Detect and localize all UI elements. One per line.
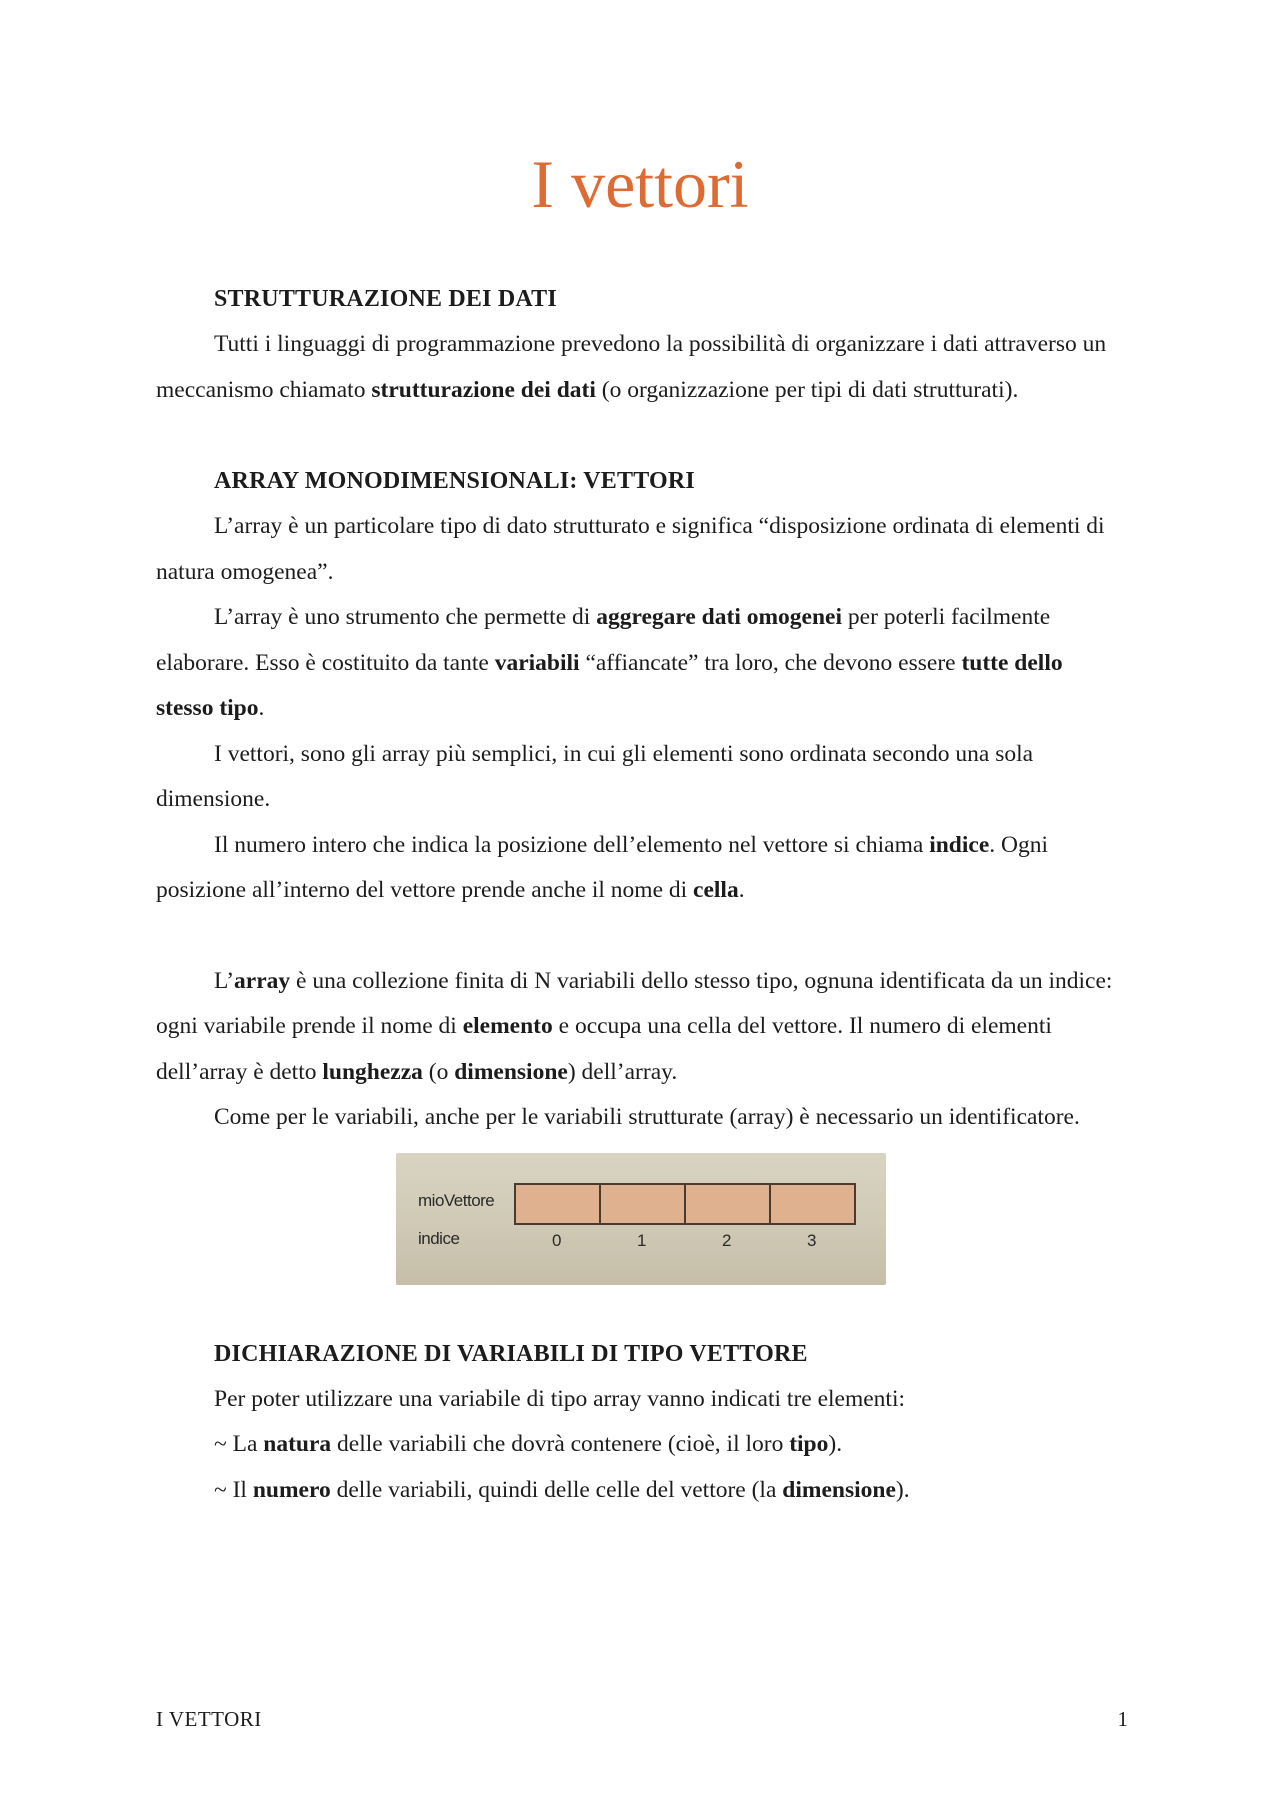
paragraph-array-collection <box>156 959 1124 1096</box>
text-run: ) dell’array. <box>567 1058 678 1085</box>
footer-running-title: I VETTORI <box>156 1707 262 1731</box>
paragraph-dichiarazione: Per poter utilizzare una variabile di tipo array vanno indicati tre elementi: <box>214 1385 906 1412</box>
text-run: (o <box>422 1058 455 1085</box>
bold-term: aggregare dati omogenei <box>596 604 843 630</box>
list-item <box>156 1422 1124 1468</box>
bold-term: tutte dello stesso tipo <box>156 649 1063 721</box>
text-run: Tutti i linguaggi di programmazione prevedono la possibilità di organizzare i dati attraverso un meccanismo chiamato <box>156 331 1107 403</box>
array-diagram-figure <box>396 1153 886 1285</box>
array-index-label: 0 <box>552 1230 562 1250</box>
bold-term: elemento <box>462 1013 553 1039</box>
section-heading-array: ARRAY MONODIMENSIONALI: VETTORI <box>214 468 695 494</box>
text-run: ~ Il <box>214 1476 253 1503</box>
text-run: ). <box>895 1476 910 1503</box>
figure-label-name: mioVettore <box>418 1190 495 1210</box>
figure-container <box>156 1141 1124 1331</box>
bold-term: cella <box>693 877 739 903</box>
text-run: . <box>738 877 745 903</box>
array-index-label: 2 <box>722 1230 732 1250</box>
bold-term: indice <box>929 831 990 858</box>
paragraph-strutturazione <box>156 322 1124 413</box>
bold-term: dimensione <box>454 1058 568 1085</box>
text-run: . <box>258 695 265 721</box>
bold-term: tipo <box>789 1431 829 1457</box>
bold-term: dimensione <box>782 1476 896 1503</box>
bold-term: numero <box>252 1476 331 1503</box>
text-run: (o organizzazione per tipi di dati strutturati). <box>595 376 1019 403</box>
paragraph-indice <box>156 823 1124 914</box>
section-heading-strutturazione: STRUTTURAZIONE DEI DATI <box>214 286 557 312</box>
bold-term: strutturazione dei dati <box>371 376 596 403</box>
text-run: delle variabili che dovrà contenere (cioè, il loro <box>331 1431 790 1457</box>
bold-term: array <box>234 967 291 994</box>
text-run: L’array è uno strumento che permette di <box>214 604 597 630</box>
text-run: ). <box>828 1431 843 1457</box>
text-run: ~ La <box>214 1431 264 1457</box>
array-cell <box>771 1185 854 1223</box>
array-cell <box>686 1185 771 1223</box>
array-index-label: 3 <box>807 1230 817 1250</box>
bold-term: lunghezza <box>322 1058 423 1085</box>
paragraph-identificatore: Come per le variabili, anche per le variabili strutturate (array) è necessario un identificatore. <box>214 1104 1080 1130</box>
bold-term: variabili <box>494 649 580 676</box>
document-title: I vettori <box>531 146 749 222</box>
document-body <box>156 276 1124 1513</box>
text-run: e occupa una cella del vettore. Il numero di elementi dell’array è detto <box>156 1013 1052 1085</box>
bold-term: natura <box>263 1431 332 1457</box>
text-run: delle variabili, quindi delle celle del vettore (la <box>330 1476 783 1503</box>
text-run: “affiancate” tra loro, che devono essere <box>579 649 962 676</box>
footer-page-number: 1 <box>1117 1707 1128 1731</box>
text-run: L’ <box>214 967 235 994</box>
text-run: Il numero intero che indica la posizione dell’elemento nel vettore si chiama <box>214 831 930 858</box>
array-cell <box>516 1185 601 1223</box>
paragraph-vettori: I vettori, sono gli array più semplici, in cui gli elementi sono ordinata secondo una sola dimensione. <box>156 740 1034 812</box>
list-item <box>156 1468 1124 1514</box>
text-run: per poterli facilmente elaborare. Esso è costituito da tante <box>156 604 1051 676</box>
paragraph-array-definition: L’array è un particolare tipo di dato strutturato e significa “disposizione ordinata di elementi di natura omogenea”. <box>156 513 1105 585</box>
figure-label-index: indice <box>418 1228 460 1248</box>
text-run: . Ogni posizione all’interno del vettore prende anche il nome di <box>156 831 1048 903</box>
section-heading-dichiarazione: DICHIARAZIONE DI VARIABILI DI TIPO VETTORE <box>214 1340 808 1367</box>
paragraph-array-tool <box>156 595 1124 732</box>
array-cell <box>601 1185 686 1223</box>
array-index-label: 1 <box>637 1230 647 1250</box>
text-run: è una collezione finita di N variabili dello stesso tipo, ognuna identificata da un indice: ogni variabile prende il nome di <box>156 967 1113 1039</box>
array-cells <box>514 1183 856 1225</box>
